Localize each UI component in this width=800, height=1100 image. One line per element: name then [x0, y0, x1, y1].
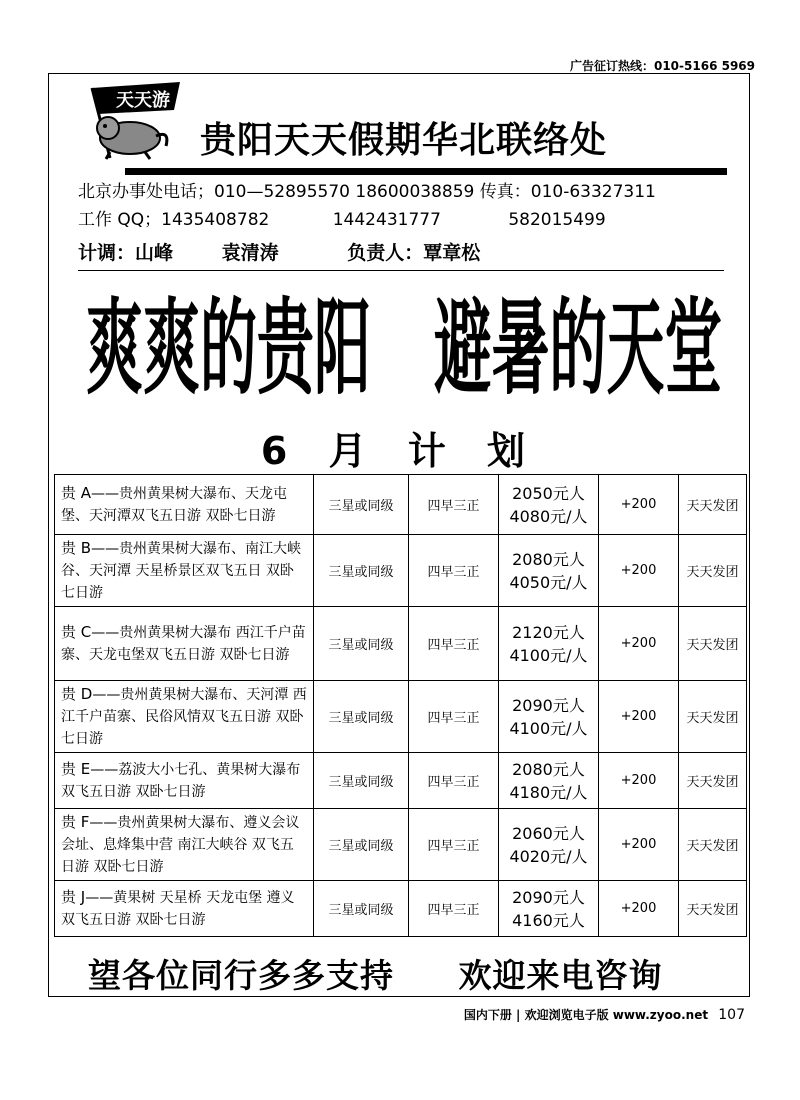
route-row: [55, 535, 747, 607]
price-flight: 2090元人: [512, 887, 585, 907]
route-code: 贵 B: [61, 539, 92, 557]
price-train: 4180元/人: [509, 782, 588, 802]
route-desc: ——贵州黄果树大瀑布、南江大峡谷、天河潭 天星桥景区双飞五日 双卧七日游: [61, 541, 302, 601]
route-row: [55, 607, 747, 681]
meals-cell: 四早三正: [409, 681, 499, 753]
route-code: 贵 J: [61, 888, 86, 906]
meals-cell: 四早三正: [409, 809, 499, 881]
route-desc: ——贵州黄果树大瀑布、天龙屯堡、天河潭双飞五日游 双卧七日游: [61, 486, 288, 524]
route-row: [55, 881, 747, 937]
departure-cell: 天天发团: [679, 607, 747, 681]
contacts-rule: [78, 270, 724, 271]
route-name-cell: [55, 881, 314, 937]
route-row: [55, 753, 747, 809]
ad-hotline: 广告征订热线：010-5166 5969: [569, 59, 755, 73]
price-cell: [499, 535, 599, 607]
logo-flag-text: 天天游: [116, 90, 170, 111]
org-title: 贵阳天天假期华北联络处: [200, 120, 608, 161]
route-code: 贵 D: [61, 685, 93, 703]
route-desc: ——贵州黄果树大瀑布、遵义会议会址、息烽集中营 南江大峡谷 双飞五日游 双卧七日游: [61, 815, 300, 875]
price-train: 4100元/人: [509, 645, 588, 665]
footer: [464, 1006, 745, 1023]
route-name-cell: [55, 809, 314, 881]
price-flight: 2060元人: [512, 823, 585, 843]
route-name-cell: [55, 753, 314, 809]
route-code: 贵 F: [61, 813, 90, 831]
surcharge-cell: +200: [599, 535, 679, 607]
planners-label: 计调：山峰: [78, 242, 174, 264]
meals-cell: 四早三正: [409, 881, 499, 937]
hotel-cell: 三星或同级: [314, 881, 409, 937]
header-rule: [125, 168, 727, 175]
surcharge-cell: +200: [599, 809, 679, 881]
plan-title: 6 月 计 划: [260, 429, 540, 473]
departure-cell: 天天发团: [679, 475, 747, 535]
office-phone-line: 北京办事处电话；010—52895570 18600038859 传真：010-63327311: [78, 182, 656, 202]
price-cell: [499, 681, 599, 753]
departure-cell: 天天发团: [679, 809, 747, 881]
qq-line: [78, 205, 606, 230]
departure-cell: 天天发团: [679, 881, 747, 937]
price-flight: 2050元人: [512, 483, 585, 503]
price-train: 4080元/人: [509, 506, 588, 526]
route-code: 贵 E: [61, 760, 91, 778]
planner-2: 袁清涛: [221, 242, 279, 264]
qq-label: 工作 QQ；1435408782: [78, 210, 270, 230]
hotel-cell: 三星或同级: [314, 753, 409, 809]
departure-cell: 天天发团: [679, 535, 747, 607]
slogan-left: 望各位同行多多支持: [88, 956, 394, 995]
price-flight: 2090元人: [512, 695, 585, 715]
price-cell: [499, 753, 599, 809]
surcharge-cell: +200: [599, 753, 679, 809]
price-flight: 2120元人: [512, 622, 585, 642]
hotel-cell: 三星或同级: [314, 535, 409, 607]
route-desc: ——贵州黄果树大瀑布、天河潭 西江千户苗寨、民俗风情双飞五日游 双卧七日游: [61, 687, 307, 747]
qq-number-2: 1442431777: [332, 210, 441, 230]
qq-number-3: 582015499: [508, 210, 606, 230]
price-flight: 2080元人: [512, 549, 585, 569]
route-desc: ——荔波大小七孔、黄果树大瀑布双飞五日游 双卧七日游: [61, 762, 301, 800]
route-code: 贵 C: [61, 623, 92, 641]
route-row: [55, 475, 747, 535]
footer-text: 国内下册 | 欢迎浏览电子版 www.zyoo.net: [463, 1008, 709, 1022]
route-desc: ——贵州黄果树大瀑布 西江千户苗寨、天龙屯堡双飞五日游 双卧七日游: [61, 625, 306, 663]
surcharge-cell: +200: [599, 607, 679, 681]
surcharge-cell: +200: [599, 881, 679, 937]
price-flight: 2080元人: [512, 759, 585, 779]
meals-cell: 四早三正: [409, 753, 499, 809]
slogan-right: 欢迎来电咨询: [458, 956, 663, 995]
price-train: 4100元/人: [509, 718, 588, 738]
manager: 负责人：覃章松: [347, 242, 481, 264]
routes-table: [54, 474, 747, 937]
price-cell: [499, 607, 599, 681]
headline-left: 爽爽的贵阳: [86, 287, 371, 409]
headline-right: 避暑的天堂: [434, 287, 722, 409]
route-name-cell: [55, 535, 314, 607]
price-cell: [499, 475, 599, 535]
surcharge-cell: +200: [599, 681, 679, 753]
meals-cell: 四早三正: [409, 475, 499, 535]
slogan: [88, 950, 663, 997]
mascot-logo: [70, 80, 188, 160]
price-cell: [499, 881, 599, 937]
price-cell: [499, 809, 599, 881]
price-train: 4160元人: [512, 910, 585, 930]
hotel-cell: 三星或同级: [314, 607, 409, 681]
surcharge-cell: +200: [599, 475, 679, 535]
headline: [86, 275, 726, 425]
hotel-cell: 三星或同级: [314, 681, 409, 753]
departure-cell: 天天发团: [679, 681, 747, 753]
hotel-cell: 三星或同级: [314, 809, 409, 881]
route-name-cell: [55, 607, 314, 681]
meals-cell: 四早三正: [409, 607, 499, 681]
meals-cell: 四早三正: [409, 535, 499, 607]
route-row: [55, 681, 747, 753]
page-number: 107: [718, 1007, 745, 1023]
route-name-cell: [55, 681, 314, 753]
route-name-cell: [55, 475, 314, 535]
route-code: 贵 A: [61, 484, 92, 502]
route-row: [55, 809, 747, 881]
contacts-line: [78, 238, 480, 265]
departure-cell: 天天发团: [679, 753, 747, 809]
route-desc: ——黄果树 天星桥 天龙屯堡 遵义双飞五日游 双卧七日游: [61, 890, 295, 928]
price-train: 4050元/人: [509, 572, 588, 592]
hotel-cell: 三星或同级: [314, 475, 409, 535]
price-train: 4020元/人: [509, 846, 588, 866]
